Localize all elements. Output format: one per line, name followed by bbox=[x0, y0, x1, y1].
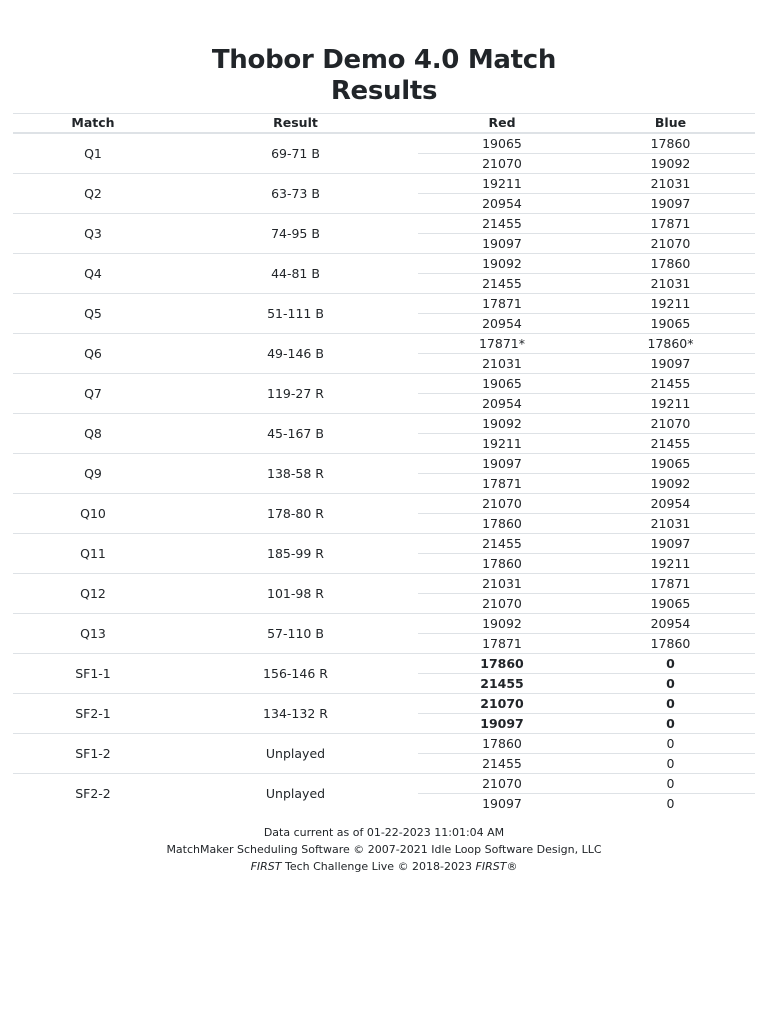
red-team-2: 21031 bbox=[418, 354, 586, 374]
match-id: Q11 bbox=[13, 534, 173, 574]
red-team-2: 19211 bbox=[418, 434, 586, 454]
blue-team-1: 0 bbox=[586, 774, 755, 794]
match-row bbox=[13, 374, 755, 394]
blue-team-2: 19211 bbox=[586, 394, 755, 414]
match-result: 178-80 R bbox=[173, 494, 418, 534]
blue-team-2: 19065 bbox=[586, 314, 755, 334]
blue-team-2: 19065 bbox=[586, 594, 755, 614]
match-row bbox=[13, 414, 755, 434]
match-id: Q6 bbox=[13, 334, 173, 374]
red-team-2: 21455 bbox=[418, 754, 586, 774]
match-result: 185-99 R bbox=[173, 534, 418, 574]
header-row bbox=[13, 114, 755, 134]
blue-team-2: 19092 bbox=[586, 474, 755, 494]
red-team-1: 21070 bbox=[418, 494, 586, 514]
match-id: Q8 bbox=[13, 414, 173, 454]
match-result: 156-146 R bbox=[173, 654, 418, 694]
match-row bbox=[13, 694, 755, 714]
match-id: Q2 bbox=[13, 174, 173, 214]
match-result: Unplayed bbox=[173, 734, 418, 774]
title-line-1: Thobor Demo 4.0 Match bbox=[211, 45, 557, 75]
red-team-2: 17860 bbox=[418, 554, 586, 574]
match-result: 63-73 B bbox=[173, 174, 418, 214]
match-row bbox=[13, 534, 755, 554]
blue-team-2: 0 bbox=[586, 754, 755, 774]
match-id: SF1-1 bbox=[13, 654, 173, 694]
table-body bbox=[13, 133, 755, 813]
table-header bbox=[13, 114, 755, 134]
match-result: 45-167 B bbox=[173, 414, 418, 454]
blue-team-2: 0 bbox=[586, 674, 755, 694]
blue-team-1: 19097 bbox=[586, 534, 755, 554]
match-result: 51-111 B bbox=[173, 294, 418, 334]
red-team-1: 19065 bbox=[418, 133, 586, 154]
red-team-1: 19065 bbox=[418, 374, 586, 394]
match-result: 119-27 R bbox=[173, 374, 418, 414]
match-id: Q9 bbox=[13, 454, 173, 494]
blue-team-1: 0 bbox=[586, 734, 755, 754]
match-id: Q10 bbox=[13, 494, 173, 534]
match-id: SF2-2 bbox=[13, 774, 173, 814]
red-team-2: 17860 bbox=[418, 514, 586, 534]
blue-team-1: 21031 bbox=[586, 174, 755, 194]
match-id: Q13 bbox=[13, 614, 173, 654]
registered-mark: ® bbox=[506, 860, 518, 873]
column-header-blue: Blue bbox=[586, 114, 755, 134]
red-team-1: 21031 bbox=[418, 574, 586, 594]
match-row bbox=[13, 774, 755, 794]
match-result: 57-110 B bbox=[173, 614, 418, 654]
page-title bbox=[0, 0, 768, 107]
red-team-1: 17871* bbox=[418, 334, 586, 354]
blue-team-1: 17860 bbox=[586, 254, 755, 274]
match-row bbox=[13, 454, 755, 474]
red-team-1: 21455 bbox=[418, 534, 586, 554]
match-result: 138-58 R bbox=[173, 454, 418, 494]
footer bbox=[0, 824, 768, 875]
blue-team-1: 19211 bbox=[586, 294, 755, 314]
match-row bbox=[13, 614, 755, 634]
match-result: Unplayed bbox=[173, 774, 418, 814]
blue-team-1: 17860 bbox=[586, 133, 755, 154]
red-team-1: 19092 bbox=[418, 614, 586, 634]
red-team-2: 20954 bbox=[418, 394, 586, 414]
red-team-2: 21070 bbox=[418, 594, 586, 614]
blue-team-1: 21070 bbox=[586, 414, 755, 434]
blue-team-1: 0 bbox=[586, 654, 755, 674]
blue-team-2: 21031 bbox=[586, 514, 755, 534]
column-header-match: Match bbox=[13, 114, 173, 134]
match-result: 134-132 R bbox=[173, 694, 418, 734]
first-brand-suffix: FIRST bbox=[475, 860, 507, 873]
match-row bbox=[13, 174, 755, 194]
match-id: Q7 bbox=[13, 374, 173, 414]
column-header-result: Result bbox=[173, 114, 418, 134]
match-result: 74-95 B bbox=[173, 214, 418, 254]
blue-team-2: 21031 bbox=[586, 274, 755, 294]
red-team-2: 20954 bbox=[418, 194, 586, 214]
red-team-2: 17871 bbox=[418, 474, 586, 494]
match-id: Q1 bbox=[13, 133, 173, 174]
blue-team-2: 19097 bbox=[586, 194, 755, 214]
blue-team-1: 17871 bbox=[586, 574, 755, 594]
red-team-1: 21070 bbox=[418, 694, 586, 714]
blue-team-2: 19092 bbox=[586, 154, 755, 174]
red-team-2: 19097 bbox=[418, 234, 586, 254]
match-row bbox=[13, 294, 755, 314]
matchmaker-credit: MatchMaker Scheduling Software © 2007-2021 Idle Loop Software Design, LLC bbox=[166, 843, 602, 856]
match-row bbox=[13, 214, 755, 234]
red-team-1: 19092 bbox=[418, 254, 586, 274]
red-team-2: 19097 bbox=[418, 714, 586, 734]
match-id: SF2-1 bbox=[13, 694, 173, 734]
ftc-credit-middle: Tech Challenge Live © 2018-2023 bbox=[281, 860, 476, 873]
red-team-1: 21070 bbox=[418, 774, 586, 794]
blue-team-1: 20954 bbox=[586, 614, 755, 634]
blue-team-2: 17860 bbox=[586, 634, 755, 654]
red-team-1: 17860 bbox=[418, 654, 586, 674]
blue-team-2: 0 bbox=[586, 794, 755, 814]
title-line-2: Results bbox=[330, 76, 438, 106]
blue-team-2: 0 bbox=[586, 714, 755, 734]
column-header-red: Red bbox=[418, 114, 586, 134]
match-id: Q3 bbox=[13, 214, 173, 254]
match-result: 44-81 B bbox=[173, 254, 418, 294]
red-team-1: 19097 bbox=[418, 454, 586, 474]
blue-team-2: 19211 bbox=[586, 554, 755, 574]
blue-team-2: 19097 bbox=[586, 354, 755, 374]
blue-team-2: 21455 bbox=[586, 434, 755, 454]
red-team-2: 20954 bbox=[418, 314, 586, 334]
red-team-1: 17860 bbox=[418, 734, 586, 754]
match-result: 49-146 B bbox=[173, 334, 418, 374]
match-results-table bbox=[13, 113, 755, 813]
match-row bbox=[13, 494, 755, 514]
red-team-1: 21455 bbox=[418, 214, 586, 234]
red-team-2: 17871 bbox=[418, 634, 586, 654]
red-team-1: 19211 bbox=[418, 174, 586, 194]
blue-team-1: 17860* bbox=[586, 334, 755, 354]
match-row bbox=[13, 734, 755, 754]
match-row bbox=[13, 574, 755, 594]
ftc-credit bbox=[0, 858, 768, 875]
red-team-1: 19092 bbox=[418, 414, 586, 434]
blue-team-1: 21455 bbox=[586, 374, 755, 394]
red-team-2: 19097 bbox=[418, 794, 586, 814]
match-row bbox=[13, 133, 755, 154]
red-team-2: 21455 bbox=[418, 274, 586, 294]
red-team-2: 21070 bbox=[418, 154, 586, 174]
blue-team-1: 0 bbox=[586, 694, 755, 714]
blue-team-2: 21070 bbox=[586, 234, 755, 254]
red-team-2: 21455 bbox=[418, 674, 586, 694]
first-brand-prefix: FIRST bbox=[250, 860, 282, 873]
match-id: Q5 bbox=[13, 294, 173, 334]
match-result: 69-71 B bbox=[173, 133, 418, 174]
match-id: Q4 bbox=[13, 254, 173, 294]
data-current-text: Data current as of 01-22-2023 11:01:04 AM bbox=[263, 826, 505, 839]
blue-team-1: 20954 bbox=[586, 494, 755, 514]
match-row bbox=[13, 334, 755, 354]
blue-team-1: 19065 bbox=[586, 454, 755, 474]
match-id: Q12 bbox=[13, 574, 173, 614]
match-row bbox=[13, 254, 755, 274]
red-team-1: 17871 bbox=[418, 294, 586, 314]
match-id: SF1-2 bbox=[13, 734, 173, 774]
blue-team-1: 17871 bbox=[586, 214, 755, 234]
match-result: 101-98 R bbox=[173, 574, 418, 614]
match-row bbox=[13, 654, 755, 674]
